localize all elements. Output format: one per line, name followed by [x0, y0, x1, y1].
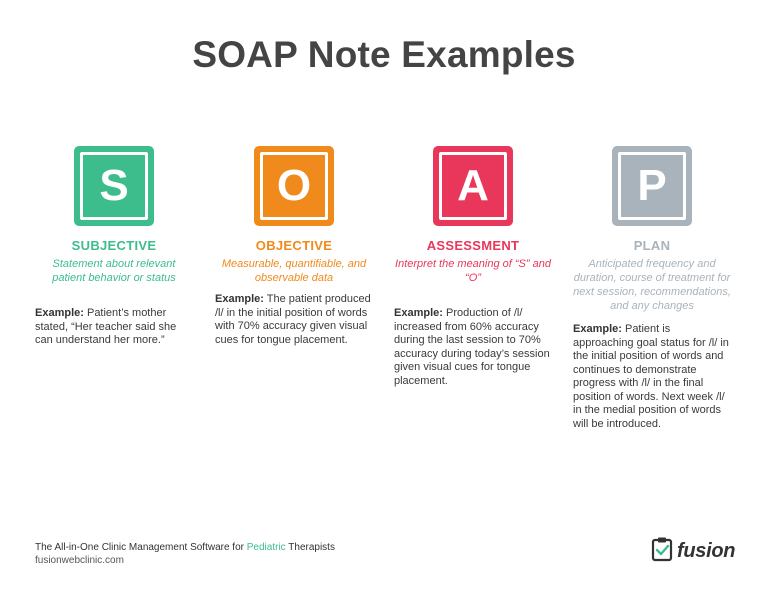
section-assessment [394, 146, 552, 388]
example-objective [215, 293, 373, 347]
letter-p: P [618, 152, 686, 220]
example-label: Example: [35, 307, 84, 319]
heading-objective: OBJECTIVE [255, 238, 333, 253]
example-text: The patient produced /l/ in the initial position of words with 70% accuracy given visual cues for tongue placement. [215, 293, 371, 346]
heading-assessment: ASSESSMENT [426, 238, 520, 253]
section-subjective [35, 146, 193, 348]
heading-subjective: SUBJECTIVE [71, 238, 157, 253]
letter-tile-p [612, 146, 692, 226]
tagline-highlight: Pediatric [246, 542, 286, 553]
letter-tile-o [254, 146, 334, 226]
example-text: Production of /l/ increased from 60% accuracy during the last session to 70% accuracy during today’s session given visual cues for tongue placement. [394, 307, 550, 387]
footer-url: fusionwebclinic.com [35, 555, 124, 566]
example-subjective [35, 307, 193, 348]
letter-tile-a [433, 146, 513, 226]
heading-plan: PLAN [633, 238, 671, 253]
logo-text: fusion [677, 540, 736, 562]
clipboard-check-icon [651, 536, 673, 567]
fusion-logo [651, 536, 735, 567]
section-objective [215, 146, 373, 347]
footer-tagline [35, 542, 335, 553]
example-plan [573, 323, 731, 431]
description-objective: Measurable, quantifiable, and observable data [221, 258, 367, 284]
example-label: Example: [215, 293, 264, 305]
example-assessment [394, 307, 552, 388]
tagline-suffix: Therapists [285, 542, 335, 553]
example-text: Patient is approaching goal status for /l/ in the initial position of words and continues to demonstrate progress with /l/ in the final position of words. Next week /l/ in the medial position of words will be introduced. [573, 323, 729, 430]
example-text: Patient’s mother stated, “Her teacher said she can understand her more.” [35, 307, 177, 346]
section-plan [573, 146, 731, 431]
description-assessment: Interpret the meaning of “S” and “O” [395, 258, 551, 284]
description-subjective: Statement about relevant patient behavior or status [52, 258, 176, 284]
example-label: Example: [573, 323, 622, 335]
letter-a: A [439, 152, 507, 220]
tagline-prefix: The All-in-One Clinic Management Software for [35, 542, 247, 553]
example-label: Example: [394, 307, 443, 319]
letter-s: S [80, 152, 148, 220]
letter-tile-s [74, 146, 154, 226]
page-title: SOAP Note Examples [192, 34, 576, 75]
description-plan: Anticipated frequency and duration, course of treatment for next session, recommendations, and any changes [573, 258, 731, 312]
letter-o: O [260, 152, 328, 220]
